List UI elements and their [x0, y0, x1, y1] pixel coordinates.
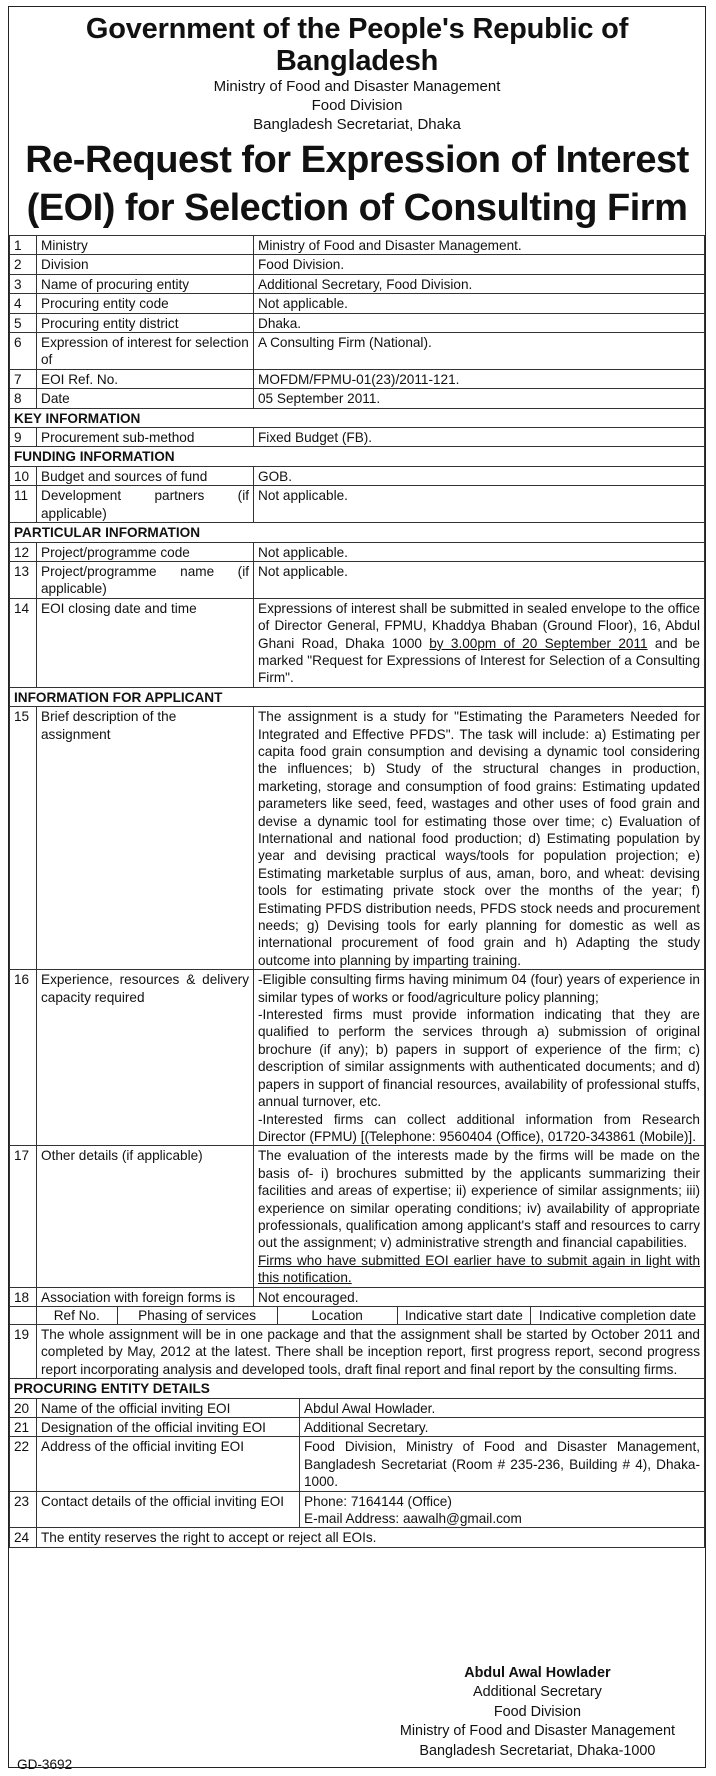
table-row [10, 313, 705, 332]
phasing-start-header: Indicative start date [397, 1307, 530, 1324]
row-number: 16 [10, 970, 37, 1146]
phasing-header [37, 1307, 704, 1324]
table-row [10, 561, 705, 598]
phasing-location-header: Location [277, 1307, 397, 1324]
row-number: 14 [10, 598, 37, 687]
section-procuring-entity-details: PROCURING ENTITY DETAILS [10, 1379, 705, 1398]
table-row [10, 255, 705, 274]
row-number: 10 [10, 466, 37, 485]
row-number: 2 [10, 255, 37, 274]
row-value: A Consulting Firm (National). [254, 333, 705, 370]
phasing-ref-header: Ref No. [53, 1307, 100, 1323]
row-label: Name of the official inviting EOI [37, 1398, 300, 1417]
requirement-paragraph: -Eligible consulting firms having minimum 04 (four) years of experience in similar types of works or food/agriculture policy planning; [258, 972, 700, 1005]
resubmission-note: Firms who have submitted EOI earlier have to submit again in light with this notification. [258, 1252, 700, 1286]
table-row [10, 369, 705, 388]
row-number: 8 [10, 389, 37, 408]
signatory-address: Bangladesh Secretariat, Dhaka-1000 [419, 1742, 656, 1759]
government-heading: Government of the People's Republic of Bangladesh [85, 13, 629, 77]
row-label: Project/programme code [37, 542, 254, 561]
phasing-services-header: Phasing of services [117, 1307, 277, 1324]
row-label: Brief description of the assignment [37, 707, 254, 970]
section-heading-row [10, 447, 705, 466]
closing-text-pre: Expressions of interest shall be submitted in sealed envelope to the office of Director General, FPMU, Khaddya Bhaban (Ground Floor), 16, Abdul Ghani Road, Dhaka 1000 [258, 600, 700, 651]
row-label: Association with foreign forms is [37, 1287, 254, 1306]
row-label: EOI Ref. No. [37, 369, 254, 388]
signatory-division: Food Division [493, 1703, 582, 1720]
section-heading-row [10, 687, 705, 706]
row-number: 12 [10, 542, 37, 561]
row-value: Additional Secretary, Food Division. [254, 274, 705, 293]
row-label: Designation of the official inviting EOI [37, 1418, 300, 1437]
row-label: Experience, resources & delivery capacity required [37, 970, 254, 1146]
closing-text-post: and be marked "Request for Expressions of Interest for Selection of a Consulting Firm". [258, 635, 700, 686]
row-label: Date [37, 389, 254, 408]
table-row [10, 1437, 705, 1491]
section-information-for-applicant: INFORMATION FOR APPLICANT [10, 687, 705, 706]
section-funding-information: FUNDING INFORMATION [10, 447, 705, 466]
row-number: 7 [10, 369, 37, 388]
table-row [10, 707, 705, 970]
other-details [254, 1146, 705, 1287]
row-number: 17 [10, 1146, 37, 1287]
row-label: Procurement sub-method [37, 428, 254, 447]
row-value: Not applicable. [254, 294, 705, 313]
assignment-package-note: The whole assignment will be in one package and that the assignment shall be started by October 2011 and completed by May, 2012 at the latest. There shall be inception report, first progress report, second progress report incorporating analysis and developed tools, draft final report and final report by the consulting firms. [37, 1324, 705, 1378]
title-line-2: (EOI) for Selection of Consulting Firm [26, 187, 688, 229]
notice-header [9, 13, 705, 230]
table-row [10, 598, 705, 687]
row-number: 6 [10, 333, 37, 370]
row-value: Ministry of Food and Disaster Management. [254, 236, 705, 255]
requirement-paragraph: -Interested firms must provide information indicating that they are qualified to perform the services through a) submission of original brochure (if any); b) papers in support of experience of the firm; c) description of similar assignments with authenticated documents; and d) papers in support of financial resources, availability of professional stuffs, annual turnover, etc. [258, 1007, 700, 1110]
row-value: MOFDM/FPMU-01(23)/2011-121. [254, 369, 705, 388]
row-number: 3 [10, 274, 37, 293]
requirement-paragraph: -Interested firms can collect additional information from Research Director (FPMU) [(Telephone: 9560404 (Office), 01720-343861 (Mobile)]. [258, 1111, 700, 1144]
assignment-description: The assignment is a study for "Estimating the Parameters Needed for Integrated and Effective PFDS". The task will include: a) Estimating per capita food grain consumption and devising a dynamic tool considering the influences; b) Study of the structural changes in production, marketing, storage and consumption of food grains: Estimating updated parameters like seed, feed, wastages and other uses of food grain and devise a dynamic tool for estimating those over time; c) Evaluation of International and national food production; d) Estimating population by year and devising practical ways/tools for population projection; e) Estimating marketable surplus of aus, aman, boro, and wheat: devising tools for estimating private stock over the months of the year; f) Estimating PFDS distribution needs, PFDS stock needs and procurement needs; g) Devising tools for early planning for domestic as well as international procurement of food grain and h) Adapting the study outcome into planning by imparting training. [254, 707, 705, 970]
phasing-header-row [10, 1306, 705, 1324]
table-row [10, 236, 705, 255]
row-label: Development partners (if applicable) [37, 486, 254, 523]
row-number: 19 [10, 1324, 37, 1378]
row-value: Not applicable. [254, 542, 705, 561]
row-value: Abdul Awal Howlader. [300, 1398, 705, 1417]
row-value: GOB. [254, 466, 705, 485]
table-row [10, 466, 705, 485]
row-label: Name of procuring entity [37, 274, 254, 293]
row-label: Ministry [37, 236, 254, 255]
row-number: 18 [10, 1287, 37, 1306]
row-value: Not applicable. [254, 561, 705, 598]
eoi-notice [8, 6, 706, 1772]
table-row [10, 1528, 705, 1547]
row-number: 21 [10, 1418, 37, 1437]
row-label: Address of the official inviting EOI [37, 1437, 300, 1491]
row-number: 23 [10, 1491, 37, 1528]
experience-requirements [254, 970, 705, 1146]
row-number: 22 [10, 1437, 37, 1491]
table-row [10, 486, 705, 523]
row-value: Phone: 7164144 (Office) E-mail Address: aawalh@gmail.com [300, 1491, 705, 1528]
division-line: Food Division [311, 97, 403, 114]
row-label: Expression of interest for selection of [37, 333, 254, 370]
reservation-note: The entity reserves the right to accept or reject all EOIs. [37, 1528, 705, 1547]
row-value: 05 September 2011. [254, 389, 705, 408]
table-row [10, 1287, 705, 1306]
table-row [10, 274, 705, 293]
row-label: Project/programme name (if applicable) [37, 561, 254, 598]
row-value: Not applicable. [254, 486, 705, 523]
title-line-1: Re-Request for Expression of Interest [25, 139, 689, 181]
section-heading-row [10, 408, 705, 427]
evaluation-paragraph: The evaluation of the interests made by the firms will be made on the basis of- i) brochures submitted by the applicants summarizing their facilities and areas of expertise; ii) experience of similar assignments; iii) experience on similar operating conditions; iv) availability of appropriate professionals, qualification among applicant's staff and resources to carry out the assignment; v) administrative strength and financial capabilities. [258, 1148, 700, 1251]
table-row [10, 1324, 705, 1378]
row-label: Contact details of the official inviting EOI [37, 1491, 300, 1528]
row-number: 20 [10, 1398, 37, 1417]
row-label: Procuring entity code [37, 294, 254, 313]
closing-date-text [254, 598, 705, 687]
table-row [10, 389, 705, 408]
row-label: Procuring entity district [37, 313, 254, 332]
signatory-designation: Additional Secretary [473, 1684, 602, 1701]
row-value: Not encouraged. [254, 1287, 705, 1306]
section-heading-row [10, 523, 705, 542]
section-heading-row [10, 1379, 705, 1398]
eoi-details-table [9, 235, 705, 1548]
table-row [10, 1398, 705, 1417]
row-value: Food Division, Ministry of Food and Disaster Management, Bangladesh Secretariat (Room # 235-236, Building # 4), Dhaka-1000. [300, 1437, 705, 1491]
row-number: 15 [10, 707, 37, 970]
row-number: 13 [10, 561, 37, 598]
notice-code: GD-3692 [17, 1757, 73, 1772]
row-number: 11 [10, 486, 37, 523]
table-row [10, 1146, 705, 1287]
table-row [10, 333, 705, 370]
signature-block [400, 1664, 675, 1761]
closing-deadline: by 3.00pm of 20 September 2011 [429, 635, 648, 651]
row-label: Division [37, 255, 254, 274]
section-particular-information: PARTICULAR INFORMATION [10, 523, 705, 542]
row-number: 4 [10, 294, 37, 313]
table-row [10, 428, 705, 447]
table-row [10, 1491, 705, 1528]
row-number: 24 [10, 1528, 37, 1547]
location-line: Bangladesh Secretariat, Dhaka [253, 116, 461, 133]
signatory-ministry: Ministry of Food and Disaster Management [399, 1723, 675, 1740]
section-key-information: KEY INFORMATION [10, 408, 705, 427]
row-value: Food Division. [254, 255, 705, 274]
row-number: 5 [10, 313, 37, 332]
table-row [10, 542, 705, 561]
table-row [10, 1418, 705, 1437]
row-value: Dhaka. [254, 313, 705, 332]
row-label: EOI closing date and time [37, 598, 254, 687]
row-label: Budget and sources of fund [37, 466, 254, 485]
row-number: 9 [10, 428, 37, 447]
row-value: Additional Secretary. [300, 1418, 705, 1437]
signatory-name: Abdul Awal Howlader [464, 1665, 611, 1681]
table-row [10, 294, 705, 313]
row-label: Other details (if applicable) [37, 1146, 254, 1287]
ministry-line: Ministry of Food and Disaster Management [213, 78, 501, 95]
phasing-completion-header: Indicative completion date [531, 1307, 704, 1324]
row-value: Fixed Budget (FB). [254, 428, 705, 447]
row-number: 1 [10, 236, 37, 255]
table-row [10, 970, 705, 1146]
